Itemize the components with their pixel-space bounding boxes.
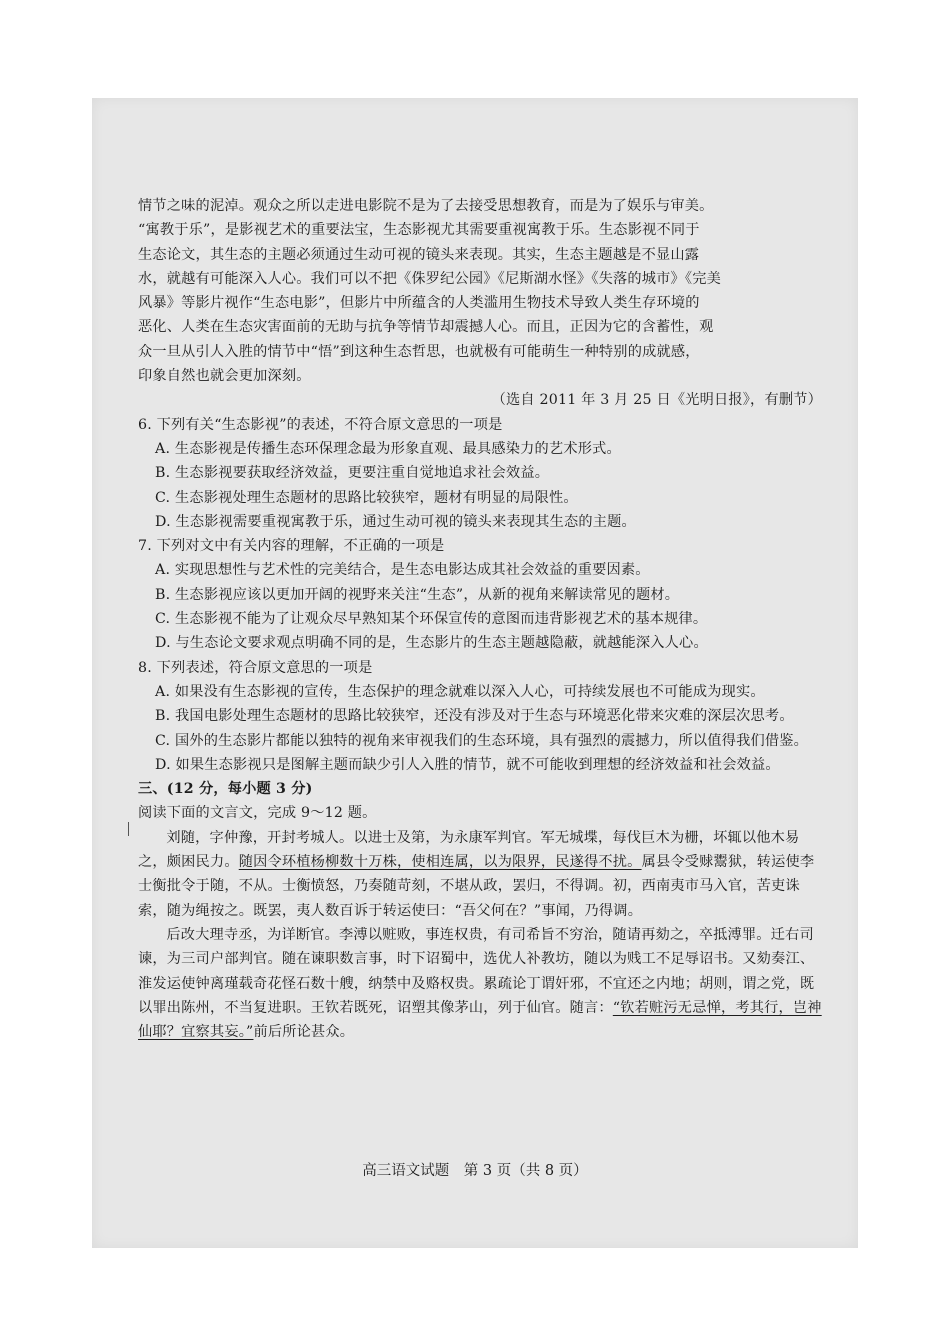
source-citation: （选自 2011 年 3 月 25 日《光明日报》，有删节）	[491, 392, 822, 409]
passage-line: 情节之味的泥淖。观众之所以走进电影院不是为了去接受思想教育，而是为了娱乐与审美。	[138, 198, 714, 214]
option-b: B. 我国电影处理生态题材的思路比较狭窄，还没有涉及对于生态与环境恶化带来灾难的深层次思考。	[155, 708, 794, 725]
section-heading: 三、(12 分，每小题 3 分)	[138, 781, 313, 798]
option-d: D. 生态影视需要重视寓教于乐，通过生动可视的镜头来表现其生态的主题。	[155, 513, 636, 530]
page-content	[138, 194, 822, 1044]
classical-text: 前后所论甚众。	[253, 1024, 355, 1041]
option-a: A. 实现思想性与艺术性的完美结合，是生态电影达成其社会效益的重要因素。	[155, 562, 650, 579]
question-stem: 8. 下列表述，符合原文意思的一项是	[138, 659, 373, 676]
underlined-sentence: 随因令环植杨柳数十万株，使相连属，以为限界，民遂得不扰。	[238, 854, 642, 871]
option-a: A. 如果没有生态影视的宣传，生态保护的理念就难以深入人心，可持续发展也不可能成为现实。	[155, 683, 765, 700]
classical-text: 属县令受赇鬻狱，转运使李士衡批令于随，不从。士衡愤怒，乃奏随苛刻，不堪从政，罢归，不得调。初，西南夷市马入官，苦吏诛索，随为绳按之。既罢，夷人数百诉于转运使曰：“吾父何在？”事闻，乃得调。	[138, 854, 815, 919]
margin-mark	[128, 822, 129, 836]
question-7	[138, 534, 822, 655]
option-c: C. 生态影视处理生态题材的思路比较狭窄，题材有明显的局限性。	[155, 489, 578, 506]
classical-paragraph-2	[138, 923, 822, 1044]
passage-tail	[138, 194, 822, 388]
underlined-sentence: “钦若赃污无忌惮，考其行，岂神仙耶？宜察其妄。”	[138, 999, 822, 1041]
passage-line: “寓教于乐”，是影视艺术的重要法宝，生态影视尤其需要重视寓教于乐。生态影视不同于	[138, 222, 700, 239]
passage-line: 印象自然也就会更加深刻。	[138, 368, 311, 385]
passage-line: 众一旦从引人入胜的情节中“悟”到这种生态哲思，也就极有可能萌生一种特别的成就感，	[138, 343, 700, 360]
classical-paragraph-1	[138, 826, 822, 923]
question-8	[138, 656, 822, 777]
option-b: B. 生态影视要获取经济效益，更要注重自觉地追求社会效益。	[155, 465, 550, 482]
passage-line: 恶化、人类在生态灾害面前的无助与抗争等情节却震撼人心。而且，正因为它的含蓄性，观	[138, 319, 714, 336]
option-a: A. 生态影视是传播生态环保理念最为形象直观、最具感染力的艺术形式。	[155, 440, 621, 457]
section-instruction: 阅读下面的文言文，完成 9～12 题。	[138, 805, 377, 822]
option-d: D. 与生态论文要求观点明确不同的是，生态影片的生态主题越隐蔽，就越能深入人心。	[155, 635, 708, 652]
passage-line: 生态论文，其生态的主题必须通过生动可视的镜头来表现。其实，生态主题越是不显山露	[138, 246, 700, 263]
passage-line: 风暴》等影片视作“生态电影”，但影片中所蕴含的人类滥用生物技术导致人类生存环境的	[138, 295, 700, 312]
option-b: B. 生态影视应该以更加开阔的视野来关注“生态”，从新的视角来解读常见的题材。	[155, 586, 680, 603]
classical-text: 刘随，字仲豫，开封考城人。以进士及第，为永康军判官。军无城堞，每伐巨木为栅，坏辄以他木易之，颇困民力。	[138, 829, 800, 871]
option-c: C. 国外的生态影片都能以独特的视角来审视我们的生态环境，具有强烈的震撼力，所以值得我们借鉴。	[155, 732, 809, 749]
option-c: C. 生态影视不能为了让观众尽早熟知某个环保宣传的意图而违背影视艺术的基本规律。	[155, 611, 708, 628]
classical-text: 后改大理寺丞，为详断官。李溥以赃败，事连权贵，有司希旨不穷治，随请再劾之，卒抵溥罪。迁右司谏，为三司户部判官。随在谏职数言事，时下诏蜀中，选优人补教坊，随以为贱工不足辱诏书。又劾奏江、淮发运使钟离瑾载奇花怪石数十艘，纳禁中及赂权贵。累疏论丁谓奸邪，不宜还之内地；胡则，谓之党，既以罪出陈州，不当复进职。王钦若既死，诏塑其像茅山，列于仙官。随言：	[138, 926, 815, 1016]
passage-line: 水，就越有可能深入人心。我们可以不把《侏罗纪公园》《尼斯湖水怪》《失落的城市》《完美	[138, 270, 721, 287]
question-stem: 6. 下列有关“生态影视”的表述，不符合原文意思的一项是	[138, 416, 503, 433]
question-6	[138, 413, 822, 534]
page-footer: 高三语文试题 第 3 页（共 8 页）	[362, 1163, 588, 1179]
option-d: D. 如果生态影视只是图解主题而缺少引人入胜的情节，就不可能收到理想的经济效益和社会效益。	[155, 756, 780, 773]
question-stem: 7. 下列对文中有关内容的理解，不正确的一项是	[138, 538, 445, 555]
